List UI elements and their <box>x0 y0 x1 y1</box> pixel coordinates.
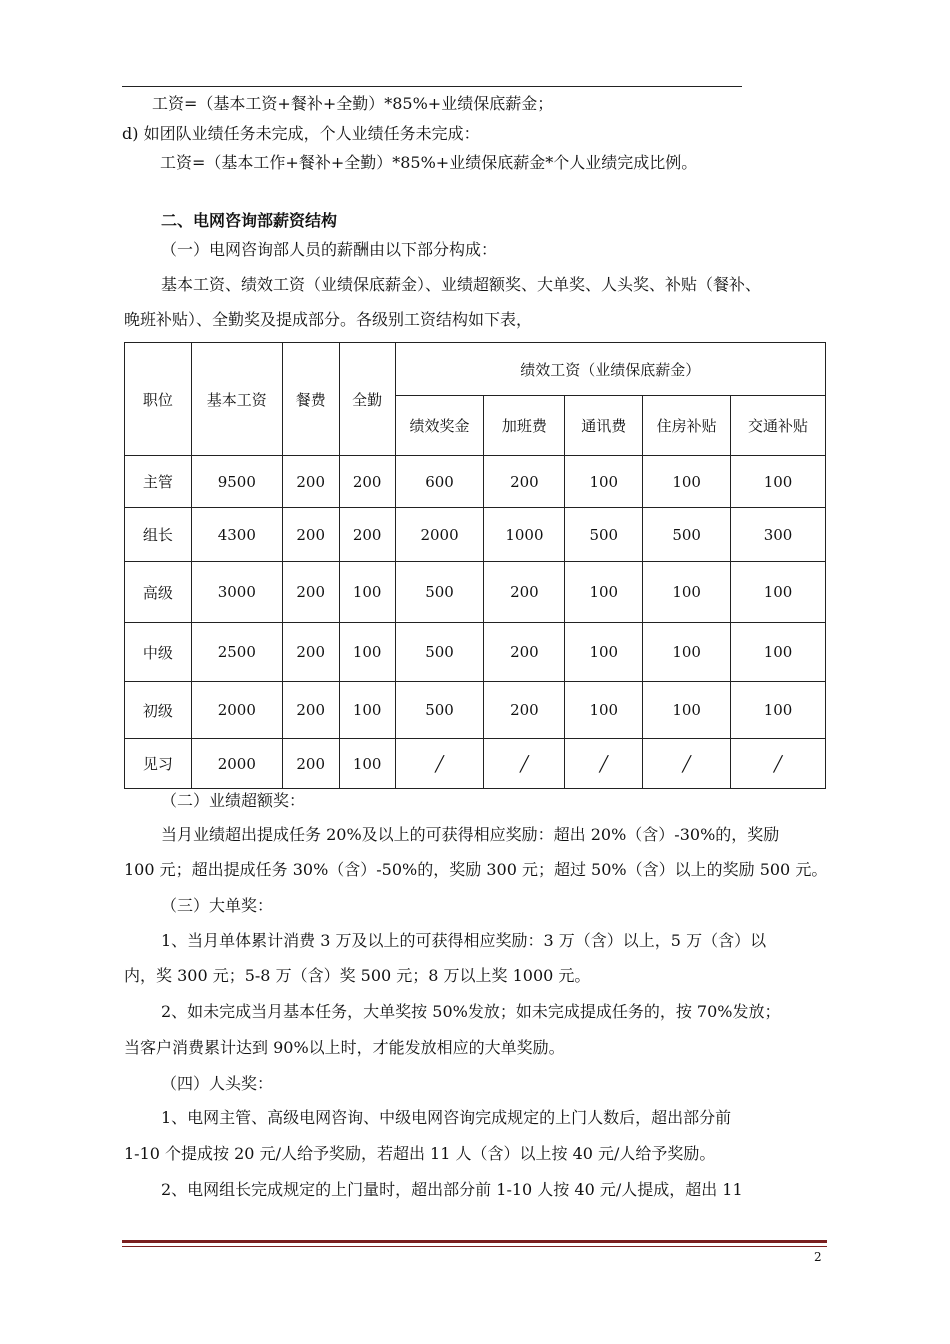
cell-transport: 100 <box>731 562 826 623</box>
cell-transport: ╱ <box>731 739 826 789</box>
table-row <box>125 739 826 789</box>
cell-communication: 100 <box>565 682 643 739</box>
formula-line-2: 工资=（基本工作+餐补+全勤）*85%+业绩保底薪金*个人业绩完成比例。 <box>160 153 698 172</box>
header-transport: 交通补贴 <box>731 396 826 456</box>
cell-attendance: 100 <box>339 682 395 739</box>
header-rule <box>122 86 742 87</box>
cell-base: 2000 <box>191 682 282 739</box>
cell-communication: 100 <box>565 562 643 623</box>
cell-bonus: 500 <box>395 562 484 623</box>
cell-bonus: 600 <box>395 456 484 508</box>
paragraph-1a: 基本工资、绩效工资（业绩保底薪金）、业绩超额奖、大单奖、人头奖、补贴（餐补、 <box>161 275 762 294</box>
condition-d: d) 如团队业绩任务未完成，个人业绩任务未完成： <box>122 124 480 143</box>
cell-meal: 200 <box>282 508 339 562</box>
header-housing: 住房补贴 <box>643 396 731 456</box>
table-row <box>125 456 826 508</box>
paragraph-3a: 1、当月单体累计消费 3 万及以上的可获得相应奖励：3 万（含）以上，5 万（含）以 <box>161 931 767 950</box>
cell-attendance: 100 <box>339 623 395 682</box>
header-attendance: 全勤 <box>339 343 395 456</box>
paragraph-1b: 晚班补贴）、全勤奖及提成部分。各级别工资结构如下表， <box>124 310 533 329</box>
cell-overtime: 200 <box>484 623 565 682</box>
cell-position: 中级 <box>125 623 192 682</box>
header-performance-group: 绩效工资（业绩保底薪金） <box>395 343 825 396</box>
footer-rule-thin <box>122 1246 827 1247</box>
salary-table <box>124 342 826 789</box>
header-overtime: 加班费 <box>484 396 565 456</box>
footer-rule <box>122 1240 827 1243</box>
table-header-row <box>125 343 826 396</box>
paragraph-5b: 1-10 个提成按 20 元/人给予奖励，若超出 11 人（含）以上按 40 元/人给予奖励。 <box>124 1144 716 1163</box>
cell-position: 见习 <box>125 739 192 789</box>
cell-housing: 100 <box>643 562 731 623</box>
cell-meal: 200 <box>282 739 339 789</box>
cell-position: 高级 <box>125 562 192 623</box>
paragraph-6a: 2、电网组长完成规定的上门量时，超出部分前 1-10 人按 40 元/人提成，超出 11 <box>161 1180 743 1199</box>
paragraph-2a: 当月业绩超出提成任务 20%及以上的可获得相应奖励：超出 20%（含）-30%的，奖励 <box>161 825 780 844</box>
cell-position: 组长 <box>125 508 192 562</box>
cell-bonus: 2000 <box>395 508 484 562</box>
cell-communication: 100 <box>565 623 643 682</box>
paragraph-4a: 2、如未完成当月基本任务，大单奖按 50%发放；如未完成提成任务的，按 70%发放； <box>161 1002 781 1021</box>
cell-position: 主管 <box>125 456 192 508</box>
cell-bonus: 500 <box>395 682 484 739</box>
cell-attendance: 100 <box>339 562 395 623</box>
cell-overtime: 200 <box>484 682 565 739</box>
cell-housing: 100 <box>643 623 731 682</box>
cell-bonus: 500 <box>395 623 484 682</box>
cell-overtime: 1000 <box>484 508 565 562</box>
cell-overtime: ╱ <box>484 739 565 789</box>
cell-transport: 300 <box>731 508 826 562</box>
subsection-1-title: （一）电网咨询部人员的薪酬由以下部分构成： <box>161 240 498 259</box>
section-heading: 二、电网咨询部薪资结构 <box>161 211 338 230</box>
cell-housing: 100 <box>643 682 731 739</box>
header-base-salary: 基本工资 <box>191 343 282 456</box>
header-position: 职位 <box>125 343 192 456</box>
table-row <box>125 508 826 562</box>
table-row <box>125 623 826 682</box>
cell-housing: 100 <box>643 456 731 508</box>
subsection-2-title: （二）业绩超额奖： <box>161 791 306 810</box>
cell-communication: 100 <box>565 456 643 508</box>
paragraph-2b: 100 元；超出提成任务 30%（含）-50%的，奖励 300 元；超过 50%（含）以上的奖励 500 元。 <box>124 860 828 879</box>
paragraph-3b: 内，奖 300 元；5-8 万（含）奖 500 元；8 万以上奖 1000 元。 <box>124 966 591 985</box>
subsection-4-title: （四）人头奖： <box>161 1074 274 1093</box>
cell-transport: 100 <box>731 682 826 739</box>
table-row <box>125 682 826 739</box>
cell-transport: 100 <box>731 623 826 682</box>
paragraph-4b: 当客户消费累计达到 90%以上时，才能发放相应的大单奖励。 <box>124 1038 565 1057</box>
cell-housing: ╱ <box>643 739 731 789</box>
cell-base: 4300 <box>191 508 282 562</box>
cell-base: 2500 <box>191 623 282 682</box>
cell-attendance: 200 <box>339 508 395 562</box>
cell-position: 初级 <box>125 682 192 739</box>
cell-meal: 200 <box>282 456 339 508</box>
cell-overtime: 200 <box>484 562 565 623</box>
subsection-3-title: （三）大单奖： <box>161 896 274 915</box>
cell-attendance: 200 <box>339 456 395 508</box>
cell-attendance: 100 <box>339 739 395 789</box>
cell-base: 2000 <box>191 739 282 789</box>
cell-transport: 100 <box>731 456 826 508</box>
cell-meal: 200 <box>282 562 339 623</box>
cell-base: 9500 <box>191 456 282 508</box>
cell-communication: 500 <box>565 508 643 562</box>
table-row <box>125 562 826 623</box>
header-communication: 通讯费 <box>565 396 643 456</box>
cell-base: 3000 <box>191 562 282 623</box>
page-number: 2 <box>814 1250 822 1264</box>
paragraph-5a: 1、电网主管、高级电网咨询、中级电网咨询完成规定的上门人数后，超出部分前 <box>161 1108 732 1127</box>
header-bonus: 绩效奖金 <box>395 396 484 456</box>
cell-meal: 200 <box>282 682 339 739</box>
cell-bonus: ╱ <box>395 739 484 789</box>
cell-overtime: 200 <box>484 456 565 508</box>
cell-communication: ╱ <box>565 739 643 789</box>
cell-housing: 500 <box>643 508 731 562</box>
cell-meal: 200 <box>282 623 339 682</box>
header-meal: 餐费 <box>282 343 339 456</box>
formula-line-1: 工资=（基本工资+餐补+全勤）*85%+业绩保底薪金； <box>152 94 554 113</box>
